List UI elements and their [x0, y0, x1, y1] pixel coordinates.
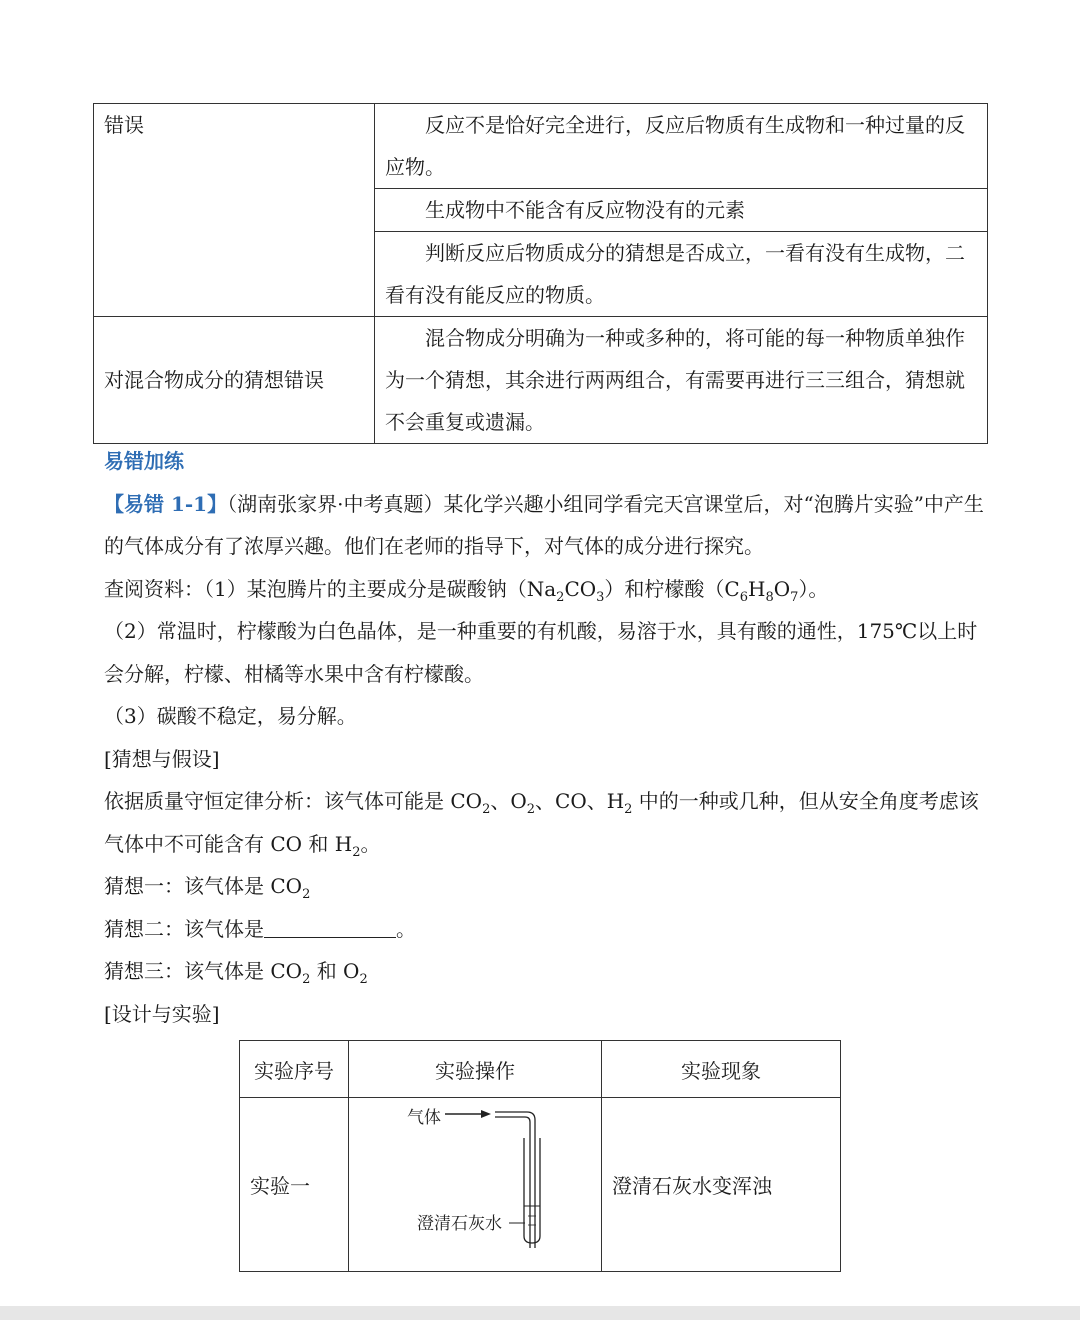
experiment-id: 实验一	[240, 1098, 349, 1272]
experiment-phenomenon: 澄清石灰水变浑浊	[602, 1098, 841, 1272]
section-title: 易错加练	[104, 449, 184, 473]
guess-2-end: 。	[396, 916, 416, 941]
analysis-e: 。	[360, 831, 381, 856]
answer-blank[interactable]	[264, 915, 396, 938]
page-bottom-edge	[0, 1306, 1080, 1320]
analysis-text: 依据质量守恒定律分析：该气体可能是 $CO_2$、$O_2$、CO、$H_2$ 中的一种或几种，但从安全角度考虑该气体中不可能含有 CO 和 $H_2$。	[104, 789, 979, 860]
question-tag: 【易错 1-1】	[104, 491, 228, 516]
material-1: 查阅资料：（1）某泡腾片的主要成分是碳酸钠$(Na_2CO_3)$和柠檬酸$(C_6H_8O_7)$。	[104, 576, 829, 605]
material-2: （2）常温时，柠檬酸为白色晶体，是一种重要的有机酸，易溶于水，具有酸的通性，175℃以上时会分解，柠檬、柑橘等水果中含有柠檬酸。	[104, 619, 978, 686]
header-phenomenon: 实验现象	[602, 1041, 841, 1098]
error-item-2: 生成物中不能含有反应物没有的元素	[375, 189, 988, 232]
question-body	[104, 440, 989, 1035]
analysis-b: 、O	[490, 789, 527, 813]
material-3: （3）碳酸不稳定，易分解。	[104, 704, 357, 728]
error-item-3: 判断反应后物质成分的猜想是否成立，一看有没有生成物，二看有没有能反应的物质。	[375, 232, 988, 317]
header-operation: 实验操作	[349, 1041, 602, 1098]
header-id: 实验序号	[240, 1041, 349, 1098]
material-1-b: ）和柠檬酸（C	[604, 576, 740, 601]
gas-label: 气体	[407, 1108, 441, 1128]
analysis-d: 中的一种或几种，但从安全角度考虑该气体中不可能含有 CO 和 H	[104, 789, 979, 856]
guess-3-a: 猜想三：该气体是 CO	[104, 959, 303, 983]
analysis-c: 、CO、H	[535, 789, 625, 813]
guess-1-text: 猜想一：该气体是 CO	[104, 874, 303, 898]
error-label: 错误	[104, 113, 144, 137]
design-heading: [设计与实验]	[104, 1001, 220, 1026]
error-item-1: 反应不是恰好完全进行，反应后物质有生成物和一种过量的反应物。	[375, 104, 988, 189]
mixture-error-text: 混合物成分明确为一种或多种的，将可能的每一种物质单独作为一个猜想，其余进行两两组合，有需要再进行三三组合，猜想就不会重复或遗漏。	[375, 317, 988, 444]
material-1-a: 查阅资料：（1）某泡腾片的主要成分是碳酸钠（Na	[104, 576, 557, 601]
error-label-cell	[94, 104, 375, 317]
question-intro-text: （湖南张家界·中考真题）某化学兴趣小组同学看完天宫课堂后，对“泡腾片实验”中产生的气体成分有了浓厚兴趣。他们在老师的指导下，对气体的成分进行探究。	[104, 491, 984, 558]
guess-3-b: 和 O	[310, 959, 360, 983]
analysis-a: 依据质量守恒定律分析：该气体可能是 CO	[104, 789, 483, 813]
hypothesis-heading: [猜想与假设]	[104, 746, 220, 771]
test-tube	[524, 1138, 540, 1243]
material-1-c: ）。	[798, 576, 829, 601]
mixture-error-label: 对混合物成分的猜想错误	[94, 317, 375, 444]
guess-3: 猜想三：该气体是 $CO_2$ 和 $O_2$	[104, 959, 368, 987]
error-table	[93, 103, 988, 444]
limewater-label: 澄清石灰水	[417, 1214, 502, 1234]
apparatus-diagram	[349, 1098, 601, 1266]
guess-2-text: 猜想二：该气体是	[104, 916, 264, 941]
experiment-table	[239, 1040, 841, 1272]
question-intro	[104, 483, 989, 568]
guess-2	[104, 908, 989, 951]
guess-1: 猜想一：该气体是 $CO_2$	[104, 874, 311, 902]
experiment-operation	[349, 1098, 602, 1272]
gas-arrow-icon	[481, 1110, 491, 1118]
